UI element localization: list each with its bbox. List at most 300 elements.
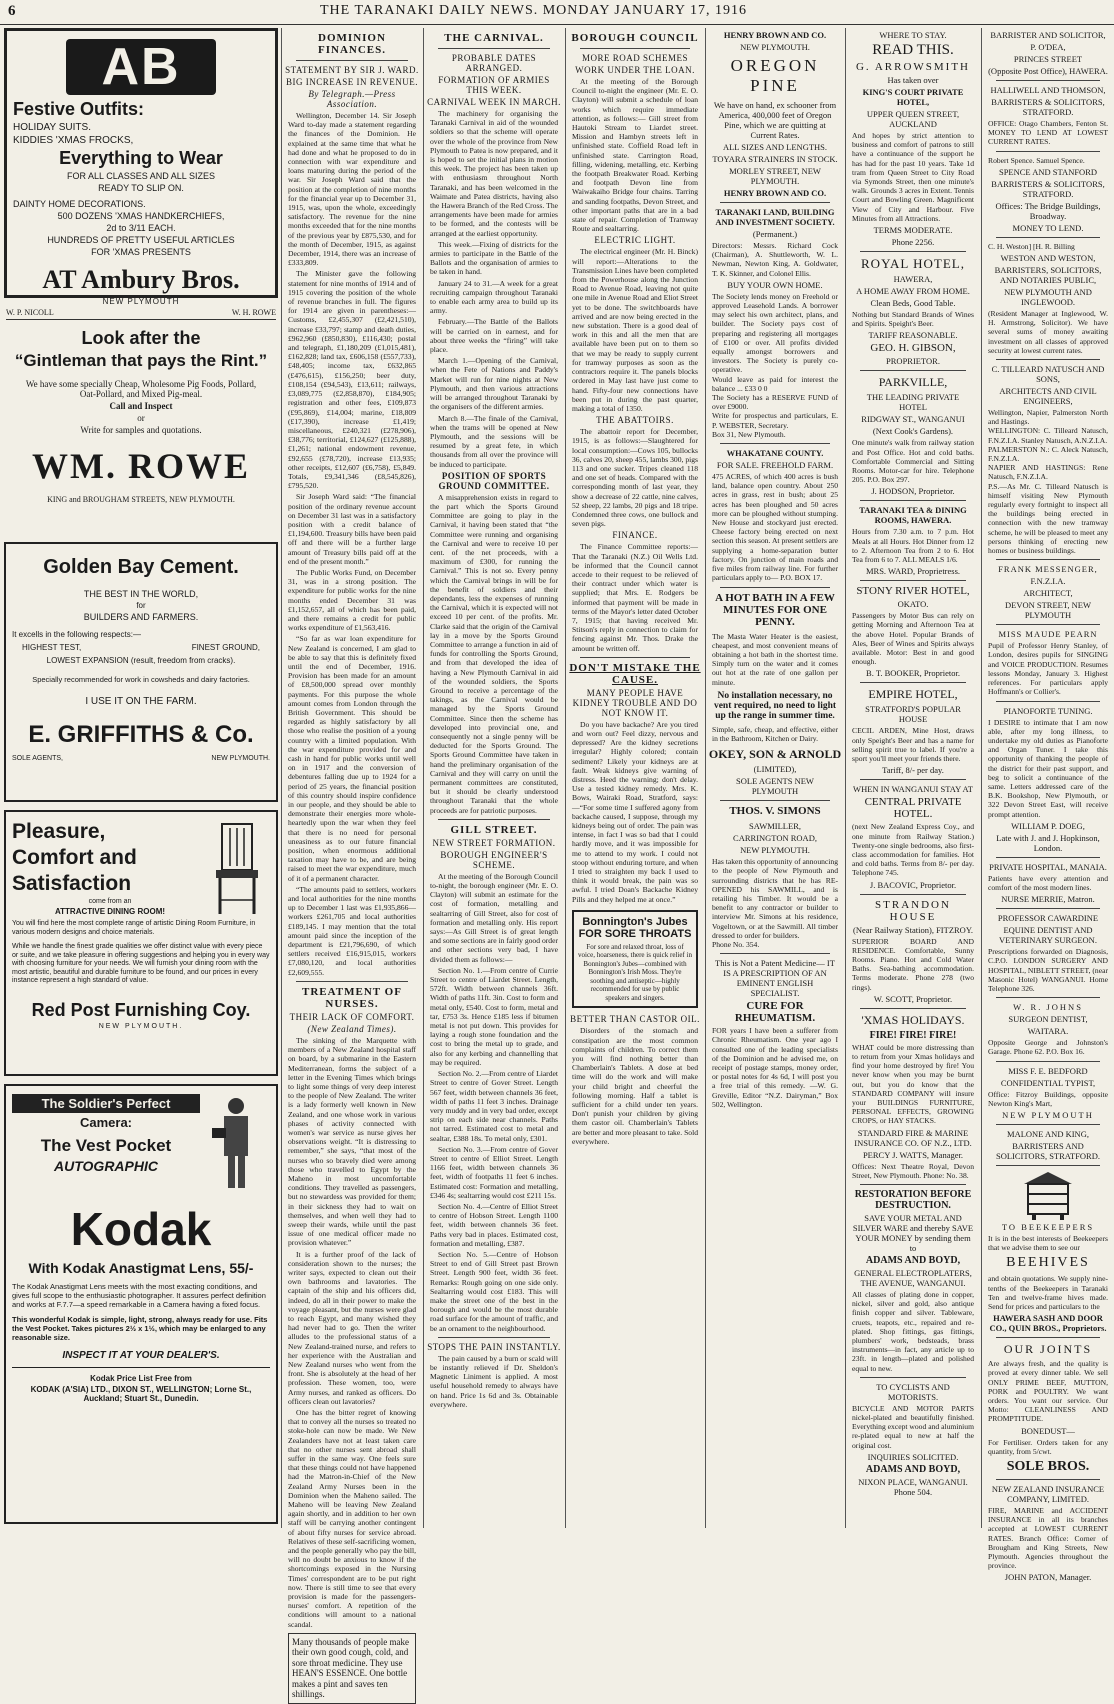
card-name: SPENCE AND STANFORD: [998, 166, 1098, 177]
wm-rowe-ad: [4, 306, 278, 542]
article-subhead: WORK UNDER THE LOAN.: [575, 65, 695, 75]
article-headline: BOROUGH COUNCIL: [571, 32, 699, 44]
card-text: I DESIRE to intimate that I am now able, after my long illness, to undertake my old duties as Pianoforte and Organ Tuner. I take this opportunity of thanking the people of the district for their past support, and beg to solicit a continuance of the same. Letters addressed care of the B.K. Bookshop, New Plymouth, or 322 Devon Street East, will receive prompt attention.: [988, 717, 1108, 819]
redpost-headline: Satisfaction: [12, 872, 132, 895]
cement-text: THE BEST IN THE WORLD,: [83, 589, 199, 599]
hotel-name: PARKVILLE,: [878, 375, 948, 390]
beehive-illustration: [984, 1170, 1112, 1220]
simons-text: SAWMILLER,: [749, 821, 801, 832]
electroplating-text: All classes of plating done in copper, nickel, silver and gold, also antique finish copper and silver. Tableware, cruets, teapots, etc., repaired and re-plated. Shop fittings, gas fittings, plumbers' work, bedsteads, brass instruments—in fact, any article up to 23ft. in length—plated and polished equal to new.: [852, 1289, 974, 1373]
card-text: NEW PLYMOUTH AND INGLEWOOD.: [1004, 287, 1092, 308]
kodak-text: INSPECT IT AT YOUR DEALER'S.: [62, 1350, 220, 1361]
ab-logo: AB: [66, 39, 216, 95]
article-paragraph: Sir Joseph Ward said: “The financial position of the ordinary revenue account on December 31 last was in a satisfactory position with a credit balance of £1,194,600. Treasury bills have been paid off and there will be a further large amount of Treasury bills paid off at the end of the present month.”: [288, 492, 416, 566]
article-subhead: MORE ROAD SCHEMES: [581, 53, 688, 63]
card-text: C. H. Weston] [H. R. Billing: [988, 241, 1075, 251]
hotel-name: CENTRAL PRIVATE HOTEL.: [864, 796, 962, 821]
divider: [996, 857, 1100, 858]
article-paragraph: Section No. 5.—Centre of Hobson Street to end of Gill Street past Brown Street. Length 900 feet, width 36 feet. Remarks: Rough going on one side only. Sealtarring would cost £183. This will make the street one of the best in the borough and would be the most durable road surface for the amount of traffic, and be an ornament to the neighbourhood.: [430, 1249, 558, 1333]
chair-illustration: [208, 818, 270, 918]
electroplating-name: ADAMS AND BOYD,: [865, 1463, 961, 1475]
divider: [6, 319, 276, 320]
article-paragraph: “So far as war loan expenditure for New Zealand is concerned, I am glad to be able to say that this is definitely fixed until the end of December, 1916. Provision has been made for an amount of £8,500,000 spread over monthly payments. For this purpose the whole amount comes from London through the British Government. This should be regarded as highly satisfactory by all those who realise the position of a young country with a limited population. With the war expenditure provided for and cash in hand for public works until well on in 1917 and the conversion of debentures falling due up to 1924 for a period of 25 years, the financial position of this country should inspire confidence in our people, and they should be able to demonstrate their energies more whole-heartedly upon the war when they feel that there is no need for personal uneasiness as to our future financial position, when enormous additional taxation may have to be, and are being raised to meet the war expenditure, much of it of a permanent character.: [288, 634, 416, 883]
card-text: OFFICE: Otago Chambers, Fenton St. MONEY TO LEND AT LOWEST CURRENT RATES.: [988, 119, 1108, 147]
hotel-text: A HOME AWAY FROM HOME.: [856, 286, 970, 297]
card-text: BARRISTERS AND SOLICITORS, STRATFORD.: [996, 1140, 1100, 1161]
article-headline: THE CARNIVAL.: [444, 32, 544, 44]
divider: [996, 80, 1100, 81]
hotel-text: (Next Cook's Gardens).: [872, 426, 954, 437]
divider: [720, 202, 830, 203]
simons-text: CARRINGTON ROAD,: [733, 833, 817, 844]
rowe-name: WM. ROWE: [32, 446, 250, 486]
okey-arnold-name: OKEY, SON & ARNOLD: [708, 747, 842, 762]
cement-qualities: [22, 643, 260, 652]
article-paragraph: Section No. 4.—Centre of Elliot Street to centre of Hobson Street. Length 1100 feet, width between channels 36 feet. Paths very bad in places. Estimated cost, formation and metalling, £387.: [430, 1201, 558, 1248]
card-text: ARCHITECTS AND CIVIL ENGINEERS,: [999, 386, 1097, 407]
hotel-proprietor: GEO. H. GIBSON,: [870, 342, 956, 355]
hotel-text: TERMS MODERATE.: [873, 225, 953, 236]
butcher-text: For Fertiliser. Orders taken for any quantity, from 5/cwt.: [988, 1437, 1108, 1456]
card-text: Prescriptions forwarded on Diagnosis, C.P.O. LONDON SURGERY AND HOSPITAL, NIBLETT STREET, (near Masonic Hotel) WANGANUI. Home Telephone 326.: [988, 947, 1108, 993]
article-subhead: FORMATION OF ARMIES THIS WEEK.: [438, 75, 550, 95]
building-society-text: Would leave as paid for interest the balance ... £33 0 0: [712, 374, 838, 393]
divider: [860, 580, 966, 581]
hotel-text: B. T. BOOKER, Proprietor.: [866, 668, 960, 679]
kodak-text: Kodak Price List Free from: [90, 1374, 192, 1383]
divider: [860, 1008, 966, 1009]
card-text: F.N.Z.I.A.: [1030, 576, 1066, 587]
fire-insurance-text: WHAT could be more distressing than to return from your Xmas holidays and find your home destroyed by fire! You never know when you may be burnt out, but you do know that the STANDARD COMPANY will insure your BUILDINGS FURNITURE, PERSONAL EFFECTS, GROWING CROPS, or HAY STACKS.: [852, 1042, 974, 1126]
rheumatism-text: FOR years I have been a sufferer from Chronic Rheumatism. One year ago I consulted one of the leading specialists of the Dominion and he advised me, on receipt of postage stamps, money order, or postal notes for 4s 6d, I will post you a free trial of this remedy. —W. G. Greville, Editor “N.Z. Dairyman,” Box 502, Wellington.: [712, 1026, 838, 1109]
building-society-text: (Permanent.): [752, 229, 798, 239]
cement-text: Specially recommended for work in cowsheds and dairy factories.: [32, 675, 250, 684]
card-text: Pupil of Professor Henry Stanley, of London, desires pupils for SINGING and VOICE PRODUCTION. Resumes lessons Monday, January 3. Highest references. For particulars apply Hoffmann's or Collier's.: [988, 641, 1108, 697]
article-paragraph: Section No. 1.—From centre of Currie Street to centre of Liardet Street. Length, 572ft. Width between channels 36ft. Width of paths 11ft. 3in. Cost to form and metal only, £540. Cost to form, metal and tar, £753 3s. Hence £185 less if bitumen metal is not put down. This provides for laying a rough stone foundation and the cost to bring the metal up to grade, and also for any kerbing and channelling that may be required.: [430, 965, 558, 1067]
soldier-illustration: [200, 1092, 270, 1192]
card-name: HALLIWELL AND THOMSON,: [990, 85, 1106, 95]
hotel-name: EMPIRE HOTEL,: [868, 687, 958, 702]
card-text: Patients have every attention and comfort of the most modern lines.: [988, 873, 1108, 892]
article-subhead: BIG INCREASE IN REVENUE.: [286, 77, 418, 87]
fire-insurance-headline: FIRE! FIRE! FIRE!: [869, 1029, 957, 1041]
hotel-name: STRANDON HOUSE: [875, 898, 951, 923]
beekeepers-heading: TO BEEKEEPERS: [1001, 1221, 1095, 1232]
rowe-partner-right: W. H. ROWE: [231, 308, 276, 317]
card-name: FRANK MESSENGER,: [998, 564, 1098, 575]
ambury-headline: Festive Outfits:: [13, 99, 145, 119]
electroplating-text: GENERAL ELECTROPLATERS, THE AVENUE, WANGANUI.: [854, 1267, 972, 1288]
redpost-text: While we handle the finest grade qualities we offer distinct value with every piece or suite, and we take pleasure in offering suggestions and helping you in every way with choosing furniture for your needs. We will furnish your dining room with the most artistic, beautiful and durable furniture to be found, and our prices in every instance represent a high standard of value.: [12, 943, 270, 984]
ambury-name: AT Ambury Bros.: [42, 265, 240, 294]
article-body: [572, 77, 698, 233]
article-paragraph: Do you have backache? Are you tired and worn out? Feel dizzy, nervous and depressed? Are the kidney secretions irregular? Highly colored; contain sediment? Likely your kidneys are at fault. Weak kidneys give warning of distress. Heed the warning; don't delay. Use a tested kidney remedy. Mrs. K. Bows, Wairaki Road, Stratford, says:—“For some time I suffered agony from backache caused, I suppose, through my kidneys being out of order. The pain was intense, in fact I was so bad that I could hardly move, and it was impossible for me to attend to my work. I could not stoop without enduring torture, and when I tried to straighten my back I used to think it would break, the pain was so awful. I tried Doan's Backache Kidney Pills and they helped me at once.”: [572, 719, 698, 904]
beekeepers-company: HAWERA SASH AND DOOR CO., QUIN BROS., Proprietors.: [989, 1313, 1107, 1334]
hotel-text: And hopes by strict attention to business and comfort of patrons to still have a continuance of the support he has had for the past 10 years. Take 1d tram from Queen Street to City Road via Symonds Street, then one minute's walk. Grounds 3 acres in Extent. Tennis Court and Bowling Green. Magnificent View of City and Harbour. Five Minutes from all Attractions.: [852, 131, 974, 223]
okey-arnold-text: SOLE AGENTS NEW PLYMOUTH: [736, 776, 814, 797]
card-text: Late with J. and J. Hopkinson, London.: [996, 832, 1100, 853]
card-heading: BARRISTER AND SOLICITOR,: [990, 30, 1106, 40]
hotel-name: TARANAKI TEA & DINING ROOMS, HAWERA.: [859, 505, 967, 526]
card-name: MISS MAUDE PEARN: [998, 629, 1098, 640]
divider: [996, 359, 1100, 360]
farm-sale-text: FOR SALE. FREEHOLD FARM.: [716, 460, 834, 471]
column-rule: [423, 28, 424, 1528]
card-text: MONEY TO LEND.: [1012, 222, 1084, 233]
bonningtons-jubes-ad: [572, 910, 698, 1009]
article-paragraph: The Minister gave the following statement for nine months of 1914 and of 1915 covering the position of the whole of revenue branches in full. The figures for 1914 are given in parentheses:— Customs, £2,455,307 (£2,421,510), increase £33,797; stamp and death duties, £962,960 (£850,830), £116,430; postal and telegraph, £1,180,209 (£1,015,481), £162,828; land tax, £606,158 (£557,733), £48,405; income tax, £632,865 (£476,615), £156,250; beer duty, £108,154 (£94,543), £13,611; railways, £3,089,775 (£2,858,870), £184,905; registration and other fees, £109,873 (£95,869), £14,004; marine, £18,809 (£17,390), increase £1,419; miscellaneous, £240,321 (£278,906), £38,776; territorial, £124,627 (£125,888), £1,261; national endowment revenue, £92,655 (£78,720), increase £13,935; other receipts, £12,607 (£6,758), £5,849. Totals, £9,341,346 (£8,545,826), £795,520.: [288, 269, 416, 491]
cyclists-text: INQUIRIES SOLICITED.: [867, 1451, 959, 1462]
fire-insurance-text: Offices: Next Theatre Royal, Devon Street, New Plymouth. Phone: No. 38.: [852, 1161, 974, 1180]
simons-text: Has taken this opportunity of announcing to the people of New Plymouth and surrounding districts that he has RE-OPENED his SAWMILL, and is retailing his Timber. It would be a benefit to any contractor or builder to interview Mr. Simons at his residence, Vogeltown, or at the Sawmill. All timber dressed to order for builders.: [712, 857, 838, 940]
fire-insurance-text: STANDARD FIRE & MARINE INSURANCE CO. OF N.Z., LTD.: [854, 1127, 972, 1148]
card-text: PALMERSTON N.: C. Aleck Natusch, F.N.Z.I.A.: [988, 444, 1108, 464]
hotel-text: Hours from 7.30 a.m. to 7 p.m. Hot Meals at all Hours. Hot Dinner from 12 to 2. Afternoon Tea from 2 to 6. Hot Tea from 6 to 7. ALL MEALS 1/6.: [852, 527, 974, 565]
divider: [720, 953, 830, 954]
hotel-text: MRS. WARD, Proprietress.: [865, 566, 961, 577]
divider: [296, 60, 408, 61]
article-source: (New Zealand Times).: [307, 1023, 397, 1034]
building-society-text: BUY YOUR OWN HOME.: [727, 279, 823, 290]
butcher-text: BONEDUST—: [1021, 1425, 1075, 1436]
building-society-name: TARANAKI LAND, BUILDING AND INVESTMENT SOCIETY.: [715, 207, 835, 227]
henry-brown-text: We have on hand, ex schooner from America, 400,000 feet of Oregon Pine, which we are quitting at Current Rates.: [713, 100, 837, 140]
card-name: MALONE AND KING,: [1007, 1128, 1089, 1139]
masthead: [0, 0, 1114, 25]
bonningtons-text: For sore and relaxed throat, loss of voice, hoarseness, there is quick relief in Bonnington's Jubes—combined with Bonnington's Irish Moss. They're soothing and antiseptic—highly recommended for use by public speakers and singers.: [578, 942, 692, 1002]
article-subhead: THE ABATTOIRS.: [596, 415, 674, 426]
ambury-line: 2d to 3/11 EACH.: [106, 223, 176, 233]
hotel-text: TARIFF REASONABLE.: [868, 330, 958, 341]
ambury-line: DAINTY HOME DECORATIONS.: [13, 199, 146, 209]
article-paragraph: Wellington, December 14. Sir Joseph Ward to-day made a statement regarding the finances of the Dominion. He explained at the same time that what he had done and what he proposed to do in connection with war expenditure and loans maturing during the period of the war. Sir Joseph Ward said that the position at the completion of nine months for the financial year up to December 31, 1915, was, upon the whole, exceedingly satisfactory. The revenue for the nine months exceeded that for the nine months of the previous year by £875,530, and for the month of December, 1915, as against December, 1914, there was an increase of £333,809.: [288, 111, 416, 268]
article-body: [572, 1026, 698, 1146]
article-paragraph: At the meeting of the Borough Council to-night the engineer (Mr. E. O. Clayton) will submit a schedule of loan works which require immediate attention, as follows:— Gill street from Hautoki Stream to Liardet street. Mission and Hambyn streets left in unfinished state. Coffield Road left in unfinished state. Carrington Road, filling, widening, metalling, etc. Kerbing the footpath Breakwater Road. Kerbing and footpath Devon line from Waiwakaiho Bridge four chains. Tarring and sanding footpaths, Devon Street, and other important paths that are in a bad state of repair. Completion of Tramway Route and sealtarring.: [572, 77, 698, 234]
golden-bay-cement-ad: [4, 542, 278, 802]
rowe-headline: “Gintleman that pays the Rint.”: [14, 351, 268, 370]
card-text: PRINCES STREET: [1013, 54, 1083, 64]
cement-text: LOWEST EXPANSION (result, freedom from cracks).: [46, 656, 236, 665]
cement-footer: [12, 755, 270, 762]
divider: [438, 1337, 550, 1338]
electroplating-name: ADAMS AND BOYD,: [865, 1254, 961, 1266]
article-paragraph: The machinery for organising the Taranaki Carnival in aid of the wounded soldiers so that the scheme will operate over the whole of the province from New Plymouth to Patea is now prepared, and it is hoped to set the initial plans in motion this week. The project has been taken up with enthusiasm throughout North Taranaki, and has been welcomed in the Waimate and Patea districts, having also the Hawera Branch of the Red Cross. The arrangements have been made for armies to be formed, and the contests will be arranged at the earliest opportunity.: [430, 109, 558, 238]
okey-arnold-text: (LIMITED),: [753, 764, 797, 775]
redpost-headline: Comfort and: [12, 846, 137, 869]
article-subhead: STATEMENT BY SIR J. WARD.: [285, 65, 419, 75]
hotel-text: HAWERA,: [893, 274, 933, 285]
bonningtons-headline: Bonnington's Jubes FOR SORE THROATS: [578, 915, 692, 940]
column-adverts: [4, 28, 278, 1528]
rheumatism-text: This is Not a Patent Medicine— IT IS A PRESCRIPTION OF AN EMINENT ENGLISH SPECIALIST.: [715, 958, 835, 999]
divider: [860, 500, 966, 501]
hotel-text: Nothing but Standard Brands of Wines and Spirits. Speight's Beer.: [852, 310, 974, 329]
building-society-text: Directors: Messrs. Richard Cock (Chairman), A. Shuttleworth, W. L. Newman, Newton King, A. Goldwater, T. K. Skinner, and Colonel Ellis.: [712, 241, 838, 278]
column-carnival: [426, 28, 562, 1528]
cyclists-text: BICYCLE AND MOTOR PARTS nickel-plated and beautifully finished. Everything except wood and aluminium re-plated equal to new at half the original cost.: [852, 1403, 974, 1450]
article-body: [430, 493, 558, 815]
card-name: WESTON AND WESTON,: [1000, 253, 1096, 264]
article-headline: TREATMENT OF NURSES.: [302, 985, 402, 1010]
hotel-text: UPPER QUEEN STREET, AUCKLAND: [866, 109, 960, 129]
water-heater-text: Simple, safe, cheap, and effective, either in the Bathroom, Kitchen or Dairy.: [712, 724, 838, 743]
article-paragraph: March 8.—The finale of the Carnival, when the trams will be opened at New Plymouth, and the sessions will be resumed by a great fete, in which thousands from all over the province will be induced to participate.: [430, 413, 558, 469]
hotel-text: RIDGWAY ST., WANGANUI: [861, 414, 965, 425]
article-headline: GILL STREET.: [450, 823, 538, 836]
kodak-lens: With Kodak Anastigmat Lens, 55/-: [28, 1260, 254, 1276]
butcher-name: SOLE BROS.: [1006, 1459, 1090, 1475]
simons-name: THOS. V. SIMONS: [729, 805, 821, 818]
cement-agent: SOLE AGENTS,: [12, 755, 63, 762]
hotel-text: PROPRIETOR.: [886, 356, 940, 367]
article-subhead: POSITION OF SPORTS GROUND COMMITTEE.: [438, 470, 550, 491]
hotel-proprietor: G. ARROWSMITH: [855, 61, 970, 73]
cement-text: BUILDERS AND FARMERS.: [83, 612, 199, 622]
hotel-text: SUPERIOR BOARD AND RESIDENCE. Comfortable, Sunny Rooms. Piano. Hot and Cold Water Baths. Sea-bathing accommodation. Terms moderate. Phone 278 (two rings).: [852, 936, 974, 992]
redpost-text: come from an: [88, 898, 132, 905]
card-text: WELLINGTON: C. Tilleard Natusch, F.N.Z.I.A. Stanley Natusch, A.N.Z.I.A.: [988, 426, 1108, 445]
article-subhead: MANY PEOPLE HAVE KIDNEY TROUBLE AND DO NOT KNOW IT.: [572, 687, 698, 718]
kodak-headline: Camera:: [79, 1115, 133, 1130]
column-rule: [845, 28, 846, 1528]
water-heater-text: The Masta Water Heater is the easiest, cheapest, and most convenient means of obtaining a hot bath in the shortest time. Simply turn on the water and it comes out hot at the rate of one gallon per minute.: [712, 631, 838, 687]
hotel-text: J. BACOVIC, Proprietor.: [869, 879, 957, 890]
card-text: Opposite George and Johnston's Garage. Phone 62. P.O. Box 16.: [988, 1038, 1108, 1057]
divider: [860, 682, 966, 683]
ambury-bros-ad: [4, 28, 278, 306]
hotel-text: One minute's walk from railway station and Post Office. Hot and cold baths. Comfortable Commercial and Sitting Rooms. Motor-car for hire. Telephone 205. P.O. Box 297.: [852, 438, 974, 485]
ambury-line: HUNDREDS OF PRETTY USEFUL ARTICLES: [47, 235, 235, 245]
rowe-text: Call and Inspect: [109, 401, 173, 411]
article-subhead: CARNIVAL WEEK IN MARCH.: [427, 97, 561, 107]
column-where-to-stay: [848, 28, 978, 1528]
divider: [996, 237, 1100, 238]
kodak-headline: The Soldier's Perfect: [12, 1094, 200, 1113]
hotel-text: (next New Zealand Express Coy., and one minute from Railway Station.) Twenty-one single bedrooms, also first-class accommodation for families. Hot and cold baths. Terms from 8/- per day. Telephone 745.: [852, 822, 974, 878]
card-name: PRIVATE HOSPITAL, MANAIA.: [989, 861, 1107, 872]
article-body: [572, 542, 698, 652]
divider: [860, 894, 966, 895]
hotel-text: WHEN IN WANGANUI STAY AT: [853, 784, 973, 795]
cement-quality: HIGHEST TEST,: [22, 643, 82, 652]
article-body: [572, 427, 698, 528]
card-name: P. O'DEA,: [1030, 42, 1066, 52]
ambury-line: FOR 'XMAS PRESENTS: [91, 247, 191, 257]
divider: [860, 251, 966, 252]
article-dateline: By Telegraph.—Press Association.: [308, 89, 396, 109]
divider: [860, 370, 966, 371]
divider: [996, 1165, 1100, 1166]
beehives-headline: BEEHIVES: [1006, 1255, 1090, 1271]
article-paragraph: February.—The Battle of the Ballots will be carried on in earnest, and for about three weeks the “firing” will take place.: [430, 317, 558, 355]
building-society-text: The Society has a RESERVE FUND of over £9000.: [712, 393, 838, 412]
butcher-text: Are always fresh, and the quality is proved at every dinner table. We sell ONLY PRIME BEEF, MUTTON, PORK and POULTRY. We want orders. You want our service. Our Motto: CLEANLINESS AND PROMPTITUDE.: [988, 1359, 1108, 1424]
hotel-text: J. HODSON, Proprietor.: [871, 486, 955, 497]
cyclists-text: NIXON PLACE, WANGANUI. Phone 504.: [858, 1476, 968, 1497]
beekeepers-text: It is in the best interests of Beekeepers that we advise them to see our: [988, 1233, 1108, 1253]
heans-essence-ad: Many thousands of people make their own good cough, cold, and sore throat medicine. They use HEAN'S ESSENCE. One bottle makes a pint and saves ten shillings.: [288, 1633, 416, 1704]
kodak-text: This wonderful Kodak is simple, light, strong, always ready for use. Fits the Vest Pocket. Takes pictures 2½ x 1½, which may be enlarged to any reasonable size.: [12, 1315, 268, 1342]
insurance-name: NEW ZEALAND INSURANCE COMPANY, LIMITED.: [991, 1484, 1105, 1505]
article-subhead: FINANCE.: [612, 530, 658, 541]
card-text: NAPIER AND HASTINGS: Rene Natusch, F.N.Z.I.A.: [988, 463, 1108, 482]
card-text: BARRISTERS, SOLICITORS, AND NOTARIES PUBLIC,: [994, 265, 1102, 286]
article-subhead: BETTER THAN CASTOR OIL.: [570, 1014, 700, 1025]
hotel-text: STRATFORD'S POPULAR HOUSE: [865, 704, 961, 725]
card-text: BARRISTERS & SOLICITORS, STRATFORD.: [991, 178, 1105, 199]
ambury-line: 500 DOZENS 'XMAS HANDKERCHIEFS,: [57, 211, 225, 221]
article-paragraph: The Finance Committee reports:— That the Taranaki (N.Z.) Oil Wells Ltd. be informed that the Council cannot accede to their request to be relieved of their contract under which water is supplied; that Mrs. E. Rodgers be informed that payment will be made in terms of the Mayor's letter dated October 7, 1915; that having received Mr. Stitson's reply in connection to claim for fencing against Mr. Thos. Drake the amount be written off.: [572, 542, 698, 653]
article-paragraph: Section No. 2.—From centre of Liardet Street to centre of Gover Street. Length 567 feet, width between channels 36 feet, width of paths 11 feet 3 inches. Drainage very muddy and in very bad order, except strip on each side near channels. Paths not tarred. Estimated cost to metal and sealtar, £388 18s. To metal only, £301.: [430, 1069, 558, 1143]
article-subhead: THEIR LACK OF COMFORT.: [289, 1011, 415, 1022]
divider: [580, 48, 690, 49]
hotel-text: (Near Railway Station), FITZROY.: [852, 924, 973, 935]
card-text: (Opposite Post Office), HAWERA.: [988, 66, 1108, 76]
card-text: BARRISTERS & SOLICITORS, STRATFORD.: [991, 97, 1105, 117]
article-paragraph: At the meeting of the Borough Council to-night, the borough engineer (Mr. E. O. Clayton) will submit an estimate for the cost of formation, metalling and sealtarring of Gill Street, also for cost of formation and metalling only. His report says:—As Gill Street is of great length and some sections are in fairly good order and other sections very bad, I have divided them as follows:—: [430, 871, 558, 964]
article-subhead: NEW STREET FORMATION.: [432, 837, 556, 848]
water-heater-headline: A HOT BATH IN A FEW MINUTES FOR ONE PENNY.: [715, 591, 835, 628]
divider: [996, 908, 1100, 909]
water-heater-text: No installation necessary, no vent required, no need to light up the range in summer time.: [713, 690, 837, 721]
card-text: Office: Fitzroy Buildings, opposite Newton King's Mart,: [988, 1089, 1108, 1108]
article-paragraph: The sinking of the Marquette with members of a New Zealand hospital staff on board, by a submarine in the Eastern Mediterranean, forms the subject of a letter in the Evening Times which brings to light some things of very deep interest to the people of New Zealand. The writer is a lady formerly well known in New Zealand, and one whose work in various phases of activity connected with women's war service as nurse gives her observations weight. “It is distressing to remember,” she says, “that most of the nurses who so bravely died were among those who travelled to Egypt by the Maheno in most uncomfortable conditions. They travelled as passengers, but no stewardess was provided for them; in their sickness they had to wait on themselves, and when well they had to sweep their wards, while until the past issue of one medical officer made no provision whatever.”: [288, 1035, 416, 1248]
ambury-line: HOLIDAY SUITS.: [13, 122, 91, 133]
article-body: [572, 247, 698, 413]
redpost-text: ATTRACTIVE DINING ROOM!: [54, 907, 166, 916]
hotel-text: OKATO.: [897, 599, 929, 610]
divider: [996, 1337, 1100, 1338]
redpost-town: NEW PLYMOUTH.: [98, 1022, 184, 1030]
red-post-furnishing-ad: [4, 810, 278, 1076]
card-name: PROFESSOR CAWARDINE: [997, 913, 1099, 924]
building-society-text: Write for prospectus and particulars, E. P. WEBSTER, Secretary.: [712, 411, 838, 430]
article-paragraph: One has the bitter regret of knowing that to convey all the nurses so treated no stoke-hole can now be made. We New Zealanders have not at least taken care that no other nurses sent abroad shall suffer in the same way. One feels sure that these things could not have happened had the Matron-in-Chief of the New Zealand Army Nurses been in the Dominion when the Maheno sailed. The Maheno will be leaving New Zealand again shortly, and in addition to her own staff will be carrying another contingent of about fifty nurses for service abroad. Relatives of these self-sacrificing women, and the people generally who pay the bill, will no doubt be anxious to know if the shortcomings exposed in the Nursing Times' correspondent are to be put right now. There is still time to see that every provision is made for the passengers-nurses' comfort. A repetition of the conditions will amount to a national scandal.: [288, 1408, 416, 1629]
column-rule: [981, 28, 982, 1528]
farm-sale-text: 475 ACRES, of which 400 acres is bush land, balance open country. About 250 acres in grass, rest in bush; about 25 acres has been ploughed and 50 acres more can be ploughed without stumping. New House and stockyard just erected. Cheese factory being erected on next section this season. At present settlers are supplying a home-separation butter factory. On junction of main roads and five miles from railway line. For further particulars apply to— P.O. BOX 17.: [712, 472, 838, 583]
column-rule: [705, 28, 706, 1528]
divider: [996, 997, 1100, 998]
building-society-text: Box 31, New Plymouth.: [712, 429, 786, 439]
kodak-headline: AUTOGRAPHIC: [54, 1158, 158, 1174]
henry-brown-name: HENRY BROWN AND CO.: [723, 30, 827, 40]
divider: [438, 48, 550, 49]
henry-brown-town: NEW PLYMOUTH.: [740, 42, 810, 52]
rowe-text: Write for samples and quotations.: [80, 425, 202, 435]
kodak-brand: Kodak: [70, 1203, 212, 1255]
card-text: DEVON STREET, NEW PLYMOUTH: [1004, 600, 1091, 621]
article-paragraph: This week.—Fixing of districts for the armies to participate in the Battle of the Ballots and the organisation of armies to be taken in hand.: [430, 239, 558, 277]
article-headline: DON'T MISTAKE THE CAUSE.: [569, 661, 701, 686]
card-text: SURGEON DENTIST,: [1008, 1014, 1088, 1025]
newspaper-title: THE TARANAKI DAILY NEWS. MONDAY JANUARY 17, 1916: [320, 3, 747, 18]
divider: [860, 779, 966, 780]
kodak-headline: The Vest Pocket: [40, 1136, 172, 1155]
hotel-text: CECIL ARDEN, Mine Host, draws only Speight's Beer and has a name for selling spirit true to label. If you're a sport you'll meet your friends there.: [852, 726, 974, 764]
article-paragraph: Section No. 3.—From centre of Gover Street to centre of Elliot Street. Length 1166 feet, width between channels 36 feet, width of footpaths 11 feet 6 inches. Estimated cost: Formation and metalling, £346 4s; sealtarring would cost £211 15s.: [430, 1144, 558, 1200]
cyclists-headline: TO CYCLISTS AND MOTORISTS.: [876, 1381, 950, 1402]
rheumatism-headline: CURE FOR RHEUMATISM.: [734, 1000, 816, 1025]
hotel-text: Passengers by Motor Bus can rely on getting Morning and Afternoon Tea at the above Hotel. Popular Brands of Ales, Beer of Wines and Spirits always available. Motor: Best in and good enough.: [852, 611, 974, 667]
article-body: [430, 872, 558, 1333]
redpost-company: Red Post Furnishing Coy.: [31, 999, 251, 1020]
column-borough-council: [568, 28, 702, 1528]
ambury-headline: Everything to Wear: [59, 148, 223, 168]
electroplating-headline: RESTORATION BEFORE DESTRUCTION.: [854, 1188, 972, 1211]
card-name: W. R. JOHNS: [1013, 1002, 1083, 1013]
card-text: EQUINE DENTIST AND VETERINARY SURGEON.: [999, 925, 1097, 946]
henry-brown-text: TOYARA STRAINERS IN STOCK.: [712, 154, 838, 164]
divider: [996, 151, 1100, 152]
card-name: MISS F. E. BEDFORD: [1008, 1065, 1088, 1076]
column-dominion-finances: [284, 28, 420, 1700]
hotel-text: W. SCOTT, Proprietor.: [873, 993, 953, 1004]
ambury-line: FOR ALL CLASSES AND ALL SIZES: [67, 171, 215, 181]
divider: [720, 800, 830, 801]
cement-town: NEW PLYMOUTH.: [211, 755, 270, 762]
article-subhead: PROBABLE DATES ARRANGED.: [451, 53, 537, 73]
article-body: [430, 109, 558, 469]
cement-company: E. GRIFFITHS & Co.: [28, 721, 254, 748]
article-body: [572, 720, 698, 904]
divider: [438, 819, 550, 820]
cement-headline: Golden Bay Cement.: [43, 556, 239, 578]
hotel-text: Clean Beds, Good Table.: [870, 298, 956, 309]
article-paragraph: “The amounts paid to settlers, workers and local authorities for the nine months up to December 1 last was £1,935,866—workers £261,705 and local authorities £189,145. I may mention that the total amount paid since the inception of the department is £21,796,690, of which settlers received £16,915,015, workers £7,080,120, and local authorities £2,609,555.: [288, 884, 416, 977]
divider: [996, 1061, 1100, 1062]
card-text: CONFIDENTIAL TYPIST,: [1000, 1077, 1096, 1088]
cement-text: for: [136, 601, 146, 610]
fire-insurance-text: PERCY J. WATTS, Manager.: [862, 1149, 964, 1160]
electroplating-text: SAVE YOUR METAL AND SILVER WARE and thereby SAVE YOUR MONEY by sending them to: [852, 1212, 974, 1253]
article-headline: DOMINION FINANCES.: [318, 32, 386, 56]
card-name: WILLIAM P. DOEG,: [1011, 820, 1085, 831]
kodak-address: KODAK (A'SIA) LTD., DIXON ST., WELLINGTON; Lorne St., Auckland; Stuart St., Dunedin.: [30, 1385, 252, 1403]
section-heading: WHERE TO STAY.: [879, 30, 947, 40]
farm-sale-heading: WHAKATANE COUNTY.: [726, 448, 824, 459]
article-subhead: STOPS THE PAIN INSTANTLY.: [427, 1341, 561, 1352]
card-text: Wellington, Napier, Palmerston North and Hastings.: [988, 408, 1108, 427]
divider: [720, 587, 830, 588]
insurance-text: FIRE, MARINE and ACCIDENT INSURANCE in all its branches accepted at LOWEST CURRENT RATES. Branch Office: Corner of Brougham and King Streets, New Plymouth. Agencies throughout the province.: [988, 1506, 1108, 1571]
article-paragraph: March 1.—Opening of the Carnival, when the Fete of Nations and Paddy's Market will run for nine nights at New Plymouth, and then various attractions will be arranged throughout Taranaki by the organisers of the different armies.: [430, 356, 558, 412]
divider: [860, 1377, 966, 1378]
fire-insurance-headline: 'XMAS HOLIDAYS.: [861, 1012, 965, 1027]
column-rule: [281, 28, 282, 1528]
divider: [996, 559, 1100, 560]
building-society-text: The Society lends money on Freehold or approved Leasehold Lands. A borrower may select his own architect, plans, and builder. The Society pays cost of preparing and registering all mortgages of £100 or over. All profits divided equally amongst borrowers and investors. The Society is purely co-operative.: [712, 291, 838, 375]
rowe-text: We have some specially Cheap, Wholesome Pig Foods, Pollard, Oat-Pollard, and Mixed Pig-meal.: [25, 379, 257, 399]
article-subhead: ELECTRIC LIGHT.: [594, 235, 676, 246]
hotel-text: Phone 2256.: [891, 237, 935, 248]
article-paragraph: The pain caused by a burn or scald will be instantly relieved if Dr. Sheldon's Magnetic Liniment is applied. A most useful household remedy to always have on hand. Price 1s 6d and 3s. Obtainable everywhere.: [430, 1353, 558, 1409]
divider: [12, 1367, 270, 1368]
card-text: Robert Spence. Samuel Spence.: [988, 155, 1085, 165]
article-subhead: BOROUGH ENGINEER'S SCHEME.: [440, 849, 548, 870]
card-text: (Resident Manager at Inglewood, W. H. Armstrong, Solicitor). We have several sums of money awaiting investment on all classes of approved security at lowest current rates.: [988, 309, 1108, 355]
rowe-headline: Look after the: [81, 328, 201, 348]
article-paragraph: The Public Works Fund, on December 31, was in a strong position. The expenditure for public works for the nine months ended December 31 was £1,152,657, all of which has been paid, and there remains a credit for public works expenditure of £1,563,416.: [288, 567, 416, 633]
divider: [580, 657, 690, 658]
card-heading: PIANOFORTE TUNING.: [1003, 705, 1093, 716]
article-paragraph: The electrical engineer (Mr. H. Binck) will report:—Alterations to the Transmission Lines have been completed from the Powerhouse along the Junction Road to Avenue Road, leaving not quite one mile in Avenue Road and Eliot Street yet to be done. The switchboards have arrived and are now being erected in the new substation. There is a good deal of work in this and all the men that are available have been put on to them so that we may be ready to supply current for tramway purposes as soon as the contractors require it. The panels blocks ordered in May last have just come to hand. Fifty-four new connections have been put in during the past quarter, making a total of 1350.: [572, 247, 698, 413]
card-text: ARCHITECT,: [1023, 588, 1073, 599]
rowe-text: or: [137, 413, 145, 423]
read-this-heading: READ THIS.: [872, 42, 954, 58]
article-paragraph: The abattoir report for December, 1915, is as follows:—Slaughtered for local consumption:—Cows 105, bullocks 36, calves 20, sheep 455, lambs 300, pigs 113 and one sucker. Tripes cleaned 118 and one set of heads. Compared with the corresponding month of last year, they show a decrease of 22 cattle, nine calves, 52 sheep, 22 lambs, 20 pigs and 18 tripe. Condemned three cows, one bullock and seven pigs.: [572, 427, 698, 529]
cement-text: I USE IT ON THE FARM.: [85, 696, 197, 707]
column-business-ads: [708, 28, 842, 1528]
